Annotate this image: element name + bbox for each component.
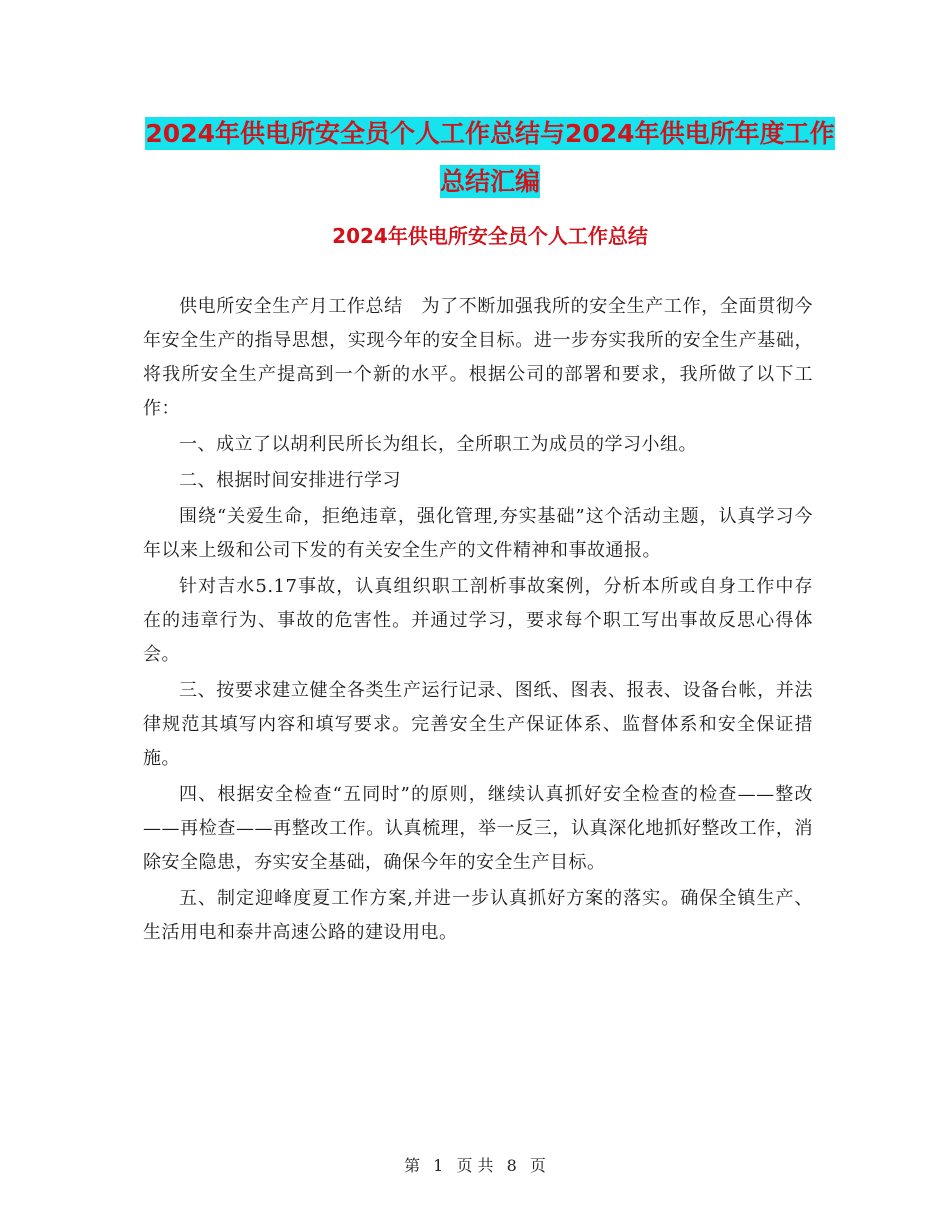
section-title: 2024年供电所安全员个人工作总结 <box>332 224 648 248</box>
page-footer <box>0 1155 950 1177</box>
footer-page-prefix: 第 <box>404 1156 421 1175</box>
document-body <box>143 290 813 952</box>
paragraph: 围绕“关爱生命，拒绝违章，强化管理,夯实基础”这个活动主题，认真学习今年以来上级和公司下发的有关安全生产的文件精神和事故通报。 <box>143 506 813 561</box>
document-title <box>140 110 840 206</box>
footer-page-mid: 页 共 <box>456 1156 494 1175</box>
paragraph: 五、制定迎峰度夏工作方案,并进一步认真抓好方案的落实。确保全镇生产、生活用电和泰井高速公路的建设用电。 <box>143 888 813 943</box>
paragraph: 二、根据时间安排进行学习 <box>179 470 401 491</box>
footer-page-suffix: 页 <box>529 1156 546 1175</box>
paragraph: 一、成立了以胡利民所长为组长，全所职工为成员的学习小组。 <box>179 434 697 455</box>
document-title-text: 2024年供电所安全员个人工作总结与2024年供电所年度工作总结汇编 <box>145 119 835 196</box>
footer-total-pages: 8 <box>506 1156 517 1175</box>
footer-page-number: 1 <box>433 1156 444 1175</box>
paragraph: 三、按要求建立健全各类生产运行记录、图纸、图表、报表、设备台帐，并法律规范其填写内容和填写要求。完善安全生产保证体系、监督体系和安全保证措施。 <box>143 680 813 769</box>
paragraph: 供电所安全生产月工作总结 为了不断加强我所的安全生产工作，全面贯彻今年安全生产的指导思想，实现今年的安全目标。进一步夯实我所的安全生产基础，将我所安全生产提高到一个新的水平。根据公司的部署和要求，我所做了以下工作： <box>143 296 813 419</box>
paragraph: 四、根据安全检查“五同时”的原则，继续认真抓好安全检查的检查——整改——再检查——再整改工作。认真梳理，举一反三，认真深化地抓好整改工作，消除安全隐患，夯实安全基础，确保今年的安全生产目标。 <box>143 784 813 873</box>
paragraph: 针对吉水5.17事故，认真组织职工剖析事故案例，分析本所或自身工作中存在的违章行为、事故的危害性。并通过学习，要求每个职工写出事故反思心得体会。 <box>143 576 813 665</box>
